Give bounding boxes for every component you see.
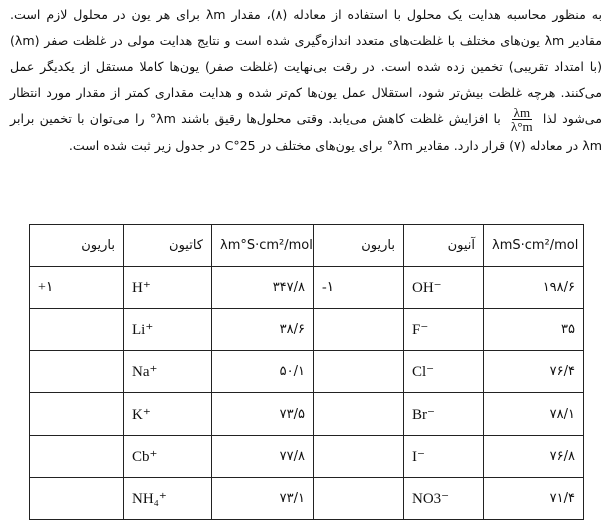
lambda-ratio-fraction [509, 106, 535, 133]
cation-charge-cell [30, 435, 124, 477]
cation-charge-cell [30, 309, 124, 351]
intro-line-7: زیر ثبت شده است. [68, 138, 172, 153]
cation-charge-cell [30, 351, 124, 393]
cation-charge-cell: +۱ [30, 267, 124, 309]
header-cation: کاتیون [124, 225, 212, 267]
intro-line-2: مقادیر λm یون‌های مختلف با غلظت‌های متعدد اندازه‌گیری شده است و نتایج هدایت مولی در غلظت صفر [44, 33, 602, 48]
anion-lambda-cell: ۱۹۸/۶ [484, 267, 584, 309]
ion-conductivity-table [29, 224, 584, 520]
fraction-denominator: λ°m [511, 119, 533, 134]
anion-charge-cell [314, 435, 404, 477]
intro-line-4: یکدیگر عمل می‌کنند. هرچه غلظت بیش‌تر شود، استقلال عمل یون‌ها کم‌تر شده و هدایت مقداری کمتر از [10, 59, 602, 100]
anion-charge-cell [314, 477, 404, 519]
cation-cell: Cb⁺ [124, 435, 212, 477]
anion-charge-cell: -۱ [314, 267, 404, 309]
table-row [30, 393, 584, 435]
cation-lambda-cell: ۳۸/۶ [212, 309, 314, 351]
anion-lambda-cell: ۳۵ [484, 309, 584, 351]
cation-cell: Na⁺ [124, 351, 212, 393]
cation-cell: NH₄⁺ [124, 477, 212, 519]
table-row [30, 309, 584, 351]
anion-cell: I⁻ [404, 435, 484, 477]
cation-cell: H⁺ [124, 267, 212, 309]
anion-cell: Br⁻ [404, 393, 484, 435]
anion-lambda-cell: ۷۱/۴ [484, 477, 584, 519]
intro-paragraph [10, 2, 602, 159]
table-header-row [30, 225, 584, 267]
anion-charge-cell [314, 309, 404, 351]
fraction-numerator: λm [513, 105, 531, 120]
table-row [30, 351, 584, 393]
header-anion: آنیون [404, 225, 484, 267]
anion-cell: NO3⁻ [404, 477, 484, 519]
header-anion-lambda: λmS·cm²/mol [484, 225, 584, 267]
anion-lambda-cell: ۷۶/۸ [484, 435, 584, 477]
cation-charge-cell [30, 393, 124, 435]
anion-cell: F⁻ [404, 309, 484, 351]
cation-cell: Li⁺ [124, 309, 212, 351]
header-anion-charge: باریون [314, 225, 404, 267]
cation-lambda-cell: ۷۳/۵ [212, 393, 314, 435]
table-row [30, 435, 584, 477]
intro-line-1: به منظور محاسبه هدایت یک محلول با استفاده از معادله (۸)، مقدار λm برای هر یون در محلول لازم است. [10, 7, 602, 22]
header-cation-charge: باریون [30, 225, 124, 267]
anion-lambda-cell: ۷۶/۴ [484, 351, 584, 393]
intro-line-5b: با افزایش غلظت کاهش می‌یابد. وقتی محلول‌ها رقیق باشند λm° را [135, 111, 501, 126]
cation-charge-cell [30, 477, 124, 519]
intro-line-3: (λm) (با امتداد تقریبی) تخمین زده شده است. در رقت بی‌نهایت (غلظت صفر) یون‌ها کاملا مستقل از [10, 33, 602, 74]
intro-line-5a: مقدار مورد انتظار می‌شود لذا [10, 85, 602, 126]
anion-lambda-cell: ۷۸/۱ [484, 393, 584, 435]
cation-lambda-cell: ۷۷/۸ [212, 435, 314, 477]
cation-lambda-cell: ۷۳/۱ [212, 477, 314, 519]
table-row [30, 477, 584, 519]
table-body [30, 267, 584, 520]
cation-cell: K⁺ [124, 393, 212, 435]
cation-lambda-cell: ۳۴۷/۸ [212, 267, 314, 309]
table-row [30, 267, 584, 309]
header-cation-lambda: λm°S·cm²/mol [212, 225, 314, 267]
anion-charge-cell [314, 393, 404, 435]
anion-charge-cell [314, 351, 404, 393]
cation-lambda-cell: ۵۰/۱ [212, 351, 314, 393]
intro-line-6: می‌توان با تخمین برابر λm در معادله (۷) قرار دارد. مقادیر λm° برای یون‌های مختلف در 25°C در جدول [10, 111, 602, 153]
anion-cell: OH⁻ [404, 267, 484, 309]
anion-cell: Cl⁻ [404, 351, 484, 393]
